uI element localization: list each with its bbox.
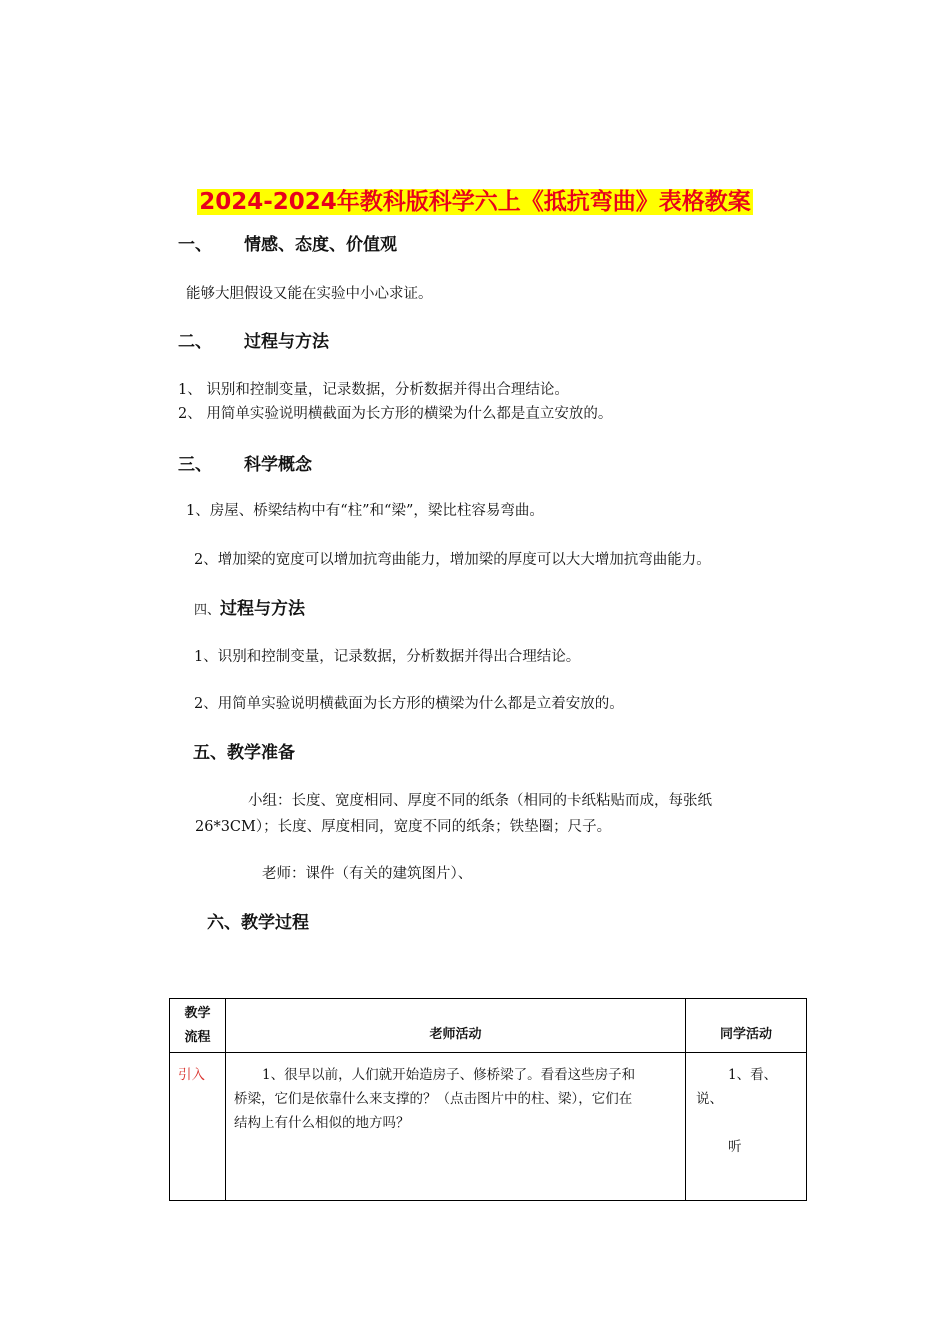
section-1-paragraph: 能够大胆假设又能在实验中小心求证。: [186, 286, 433, 302]
student-line-3: 听: [728, 1139, 742, 1155]
section-4-heading: [194, 594, 305, 619]
section-4-number: 四、: [194, 603, 221, 618]
section-2-item-1: 1、 识别和控制变量，记录数据，分析数据并得出合理结论。: [178, 382, 569, 398]
teacher-line-3: 结构上有什么相似的地方吗？: [234, 1115, 410, 1131]
section-6-heading: 六、教学过程: [207, 913, 309, 933]
section-5-teacher-line: 老师：课件（有关的建筑图片）、: [262, 866, 473, 882]
section-5-paragraph-line-2: 26*3CM）；长度、厚度相同，宽度不同的纸条；铁垫圈；尺子。: [195, 819, 612, 835]
section-3-title: 科学概念: [244, 455, 312, 475]
teacher-line-2: 桥梁，它们是依靠什么来支撑的？（点击图片中的柱、梁），它们在: [234, 1091, 633, 1107]
section-4-title: 过程与方法: [220, 599, 306, 619]
section-3-item-2: 2、增加梁的宽度可以增加抗弯曲能力，增加梁的厚度可以大大增加抗弯曲能力。: [194, 552, 711, 568]
row-student-cell: [686, 1053, 807, 1201]
section-4-item-2: 2、用简单实验说明横截面为长方形的横梁为什么都是立着安放的。: [194, 696, 624, 712]
header-teacher-cell: 老师活动: [226, 999, 686, 1053]
teacher-line-1: 1、很早以前，人们就开始造房子、修桥梁了。看看这些房子和: [262, 1067, 636, 1083]
document-title-text: 2024-2024年教科版科学六上《抵抗弯曲》表格教案: [199, 189, 751, 215]
section-2-number: 二、: [178, 332, 212, 352]
row-teacher-cell: [226, 1053, 686, 1201]
table-header-row: [170, 999, 807, 1053]
document-title: [0, 183, 950, 216]
section-1-title: 情感、态度、价值观: [244, 235, 397, 255]
header-student-cell: 同学活动: [686, 999, 807, 1053]
header-flow-line-2: 流程: [184, 1029, 211, 1045]
section-1-number: 一、: [178, 235, 212, 255]
lesson-process-table: [169, 998, 807, 1201]
section-4-item-1: 1、识别和控制变量，记录数据，分析数据并得出合理结论。: [194, 649, 581, 665]
section-3-item-1: 1、房屋、桥梁结构中有“柱”和“梁”，梁比柱容易弯曲。: [186, 503, 544, 519]
student-line-1: 1、看、: [728, 1067, 778, 1083]
section-2-heading: [178, 327, 329, 352]
section-5-heading: 五、教学准备: [193, 743, 295, 763]
header-flow-cell: [170, 999, 226, 1053]
row-flow-cell: 引入: [170, 1053, 226, 1201]
section-3-number: 三、: [178, 455, 212, 475]
header-flow-line-1: 教学: [184, 1005, 211, 1021]
table-row: [170, 1053, 807, 1201]
student-line-2: 说、: [696, 1091, 723, 1107]
section-2-title: 过程与方法: [244, 332, 329, 352]
section-3-heading: [178, 450, 312, 475]
section-5-paragraph-line-1: 小组：长度、宽度相同、厚度不同的纸条（相同的卡纸粘贴而成，每张纸: [248, 793, 712, 809]
section-2-item-2: 2、 用简单实验说明横截面为长方形的横梁为什么都是直立安放的。: [178, 406, 613, 422]
section-1-heading: [178, 230, 397, 255]
